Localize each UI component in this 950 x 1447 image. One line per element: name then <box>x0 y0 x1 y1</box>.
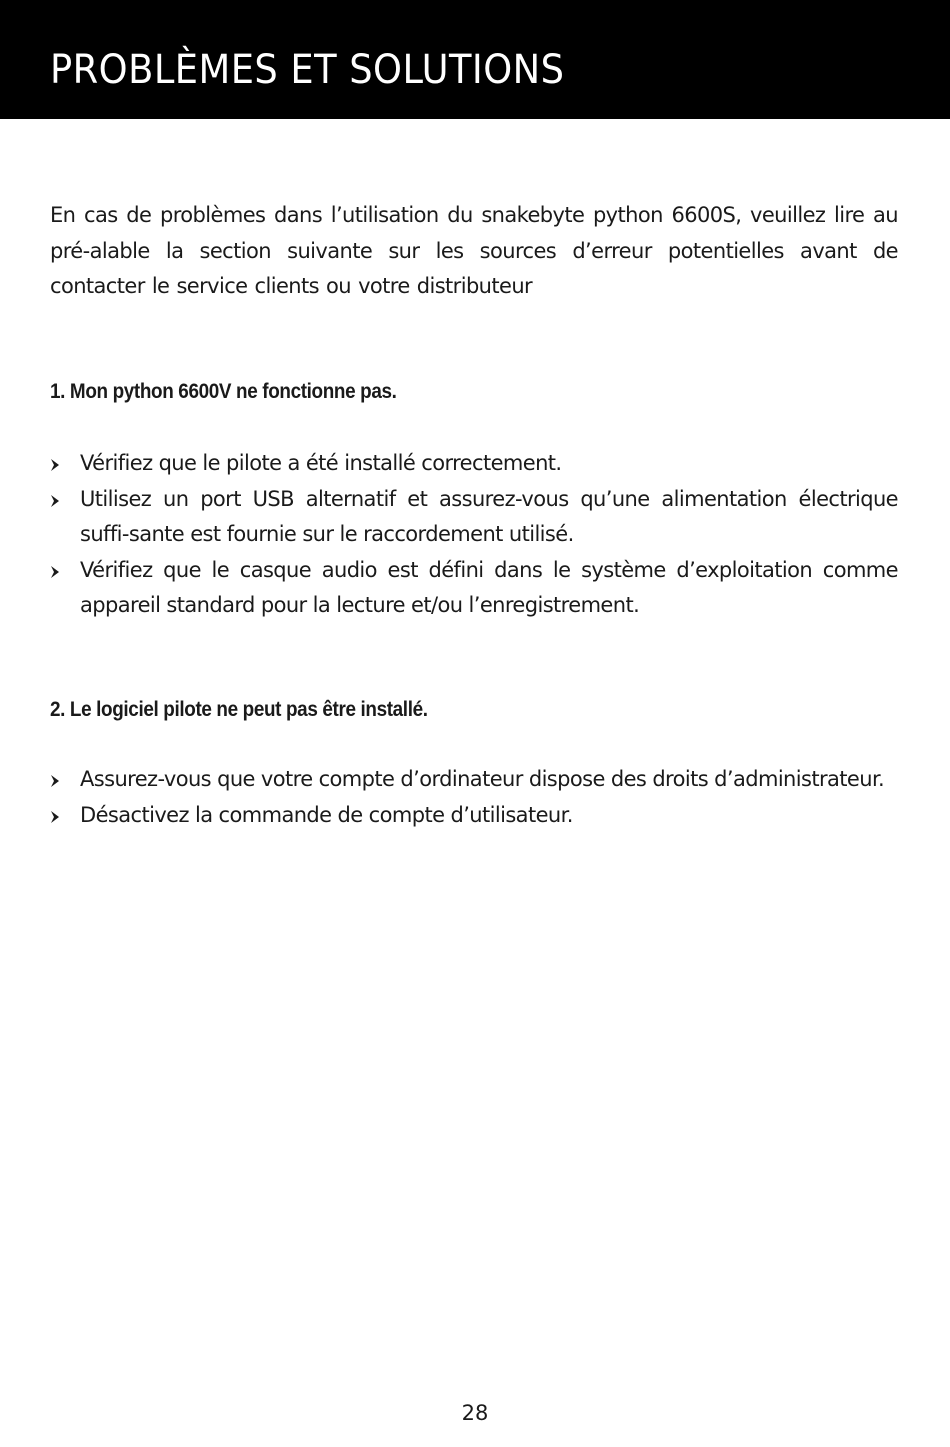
section-heading-1: 1. Mon python 6600V ne fonctionne pas. <box>50 380 397 403</box>
chevron-right-icon <box>50 566 60 578</box>
chevron-right-icon <box>50 775 60 787</box>
page-title: PROBLÈMES ET SOLUTIONS <box>50 47 565 93</box>
list-item <box>50 446 898 482</box>
list-item-text: Désactivez la commande de compte d’utilisateur. <box>80 802 573 827</box>
list-item-text: Assurez-vous que votre compte d’ordinateur dispose des droits d’administrateur. <box>80 767 885 791</box>
list-item <box>50 553 898 624</box>
chevron-right-icon <box>50 459 60 471</box>
section-1-list <box>50 446 898 624</box>
page-number: 28 <box>461 1401 489 1425</box>
list-item-text: Vérifiez que le pilote a été installé correctement. <box>80 451 562 475</box>
list-item <box>50 798 898 834</box>
list-item <box>50 762 898 798</box>
list-item <box>50 482 898 553</box>
section-heading-2: 2. Le logiciel pilote ne peut pas être installé. <box>50 698 428 721</box>
list-item-text: Vérifiez que le casque audio est défini dans le système d’exploitation comme appareil standard pour la lecture et/ou l’enregistrement. <box>80 557 898 617</box>
header-bar <box>0 0 950 119</box>
chevron-right-icon <box>50 495 60 507</box>
list-item-text: Utilisez un port USB alternatif et assurez-vous qu’une alimentation électrique suffi-sante est fournie sur le raccordement utilisé. <box>80 486 898 546</box>
chevron-right-icon <box>50 811 60 823</box>
intro-paragraph: En cas de problèmes dans l’utilisation du snakebyte python 6600S, veuillez lire au pré-alable la section suivante sur les sources d’erreur potentielles avant de contacter le service clients ou votre distributeur <box>50 203 898 298</box>
section-2-list <box>50 762 898 833</box>
